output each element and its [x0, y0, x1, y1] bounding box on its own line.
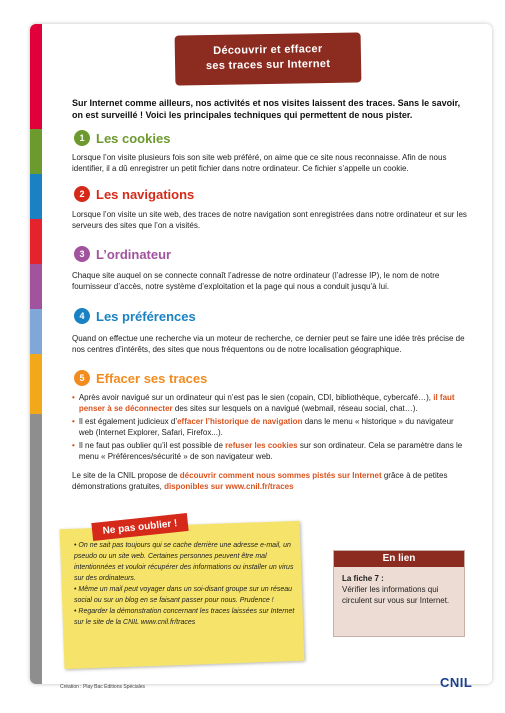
section-ordinateur-title: [74, 246, 171, 262]
color-stripe: [30, 219, 42, 264]
section-number: 4: [74, 308, 90, 324]
cnil-traces-link[interactable]: disponibles sur www.cnil.fr/traces: [164, 482, 294, 491]
intro-text: Sur Internet comme ailleurs, nos activités et nos visites laissent des traces. Sans le savoir, on est surveillé ! Voici les principales techniques qui permettent de nous pister.: [72, 98, 461, 120]
related-text: Vérifier les informations qui circulent sur vous sur Internet.: [342, 585, 450, 605]
section-preferences-text: Quand on effectue une recherche via un moteur de recherche, ce dernier peut se faire une idée très précise de nos centres d’intérêts, des sites que nous fréquentons ou de notre localisation géographique.: [72, 334, 465, 354]
section-navigations-text: Lorsque l’on visite un site web, des traces de notre navigation sont enregistrées dans notre ordinateur et sur les serveurs des sites que l’on a visités.: [72, 210, 467, 230]
title-line-2: ses traces sur Internet: [205, 57, 331, 73]
color-stripe: [30, 414, 42, 684]
section-ordinateur-text: Chaque site auquel on se connecte connaît l’adresse de notre ordinateur (l’adresse IP), le nom de notre fournisseur d’accès, notre système d’exploitation et la page qui nous a conduit jusqu’à lui.: [72, 271, 440, 291]
fiche-number: Fiche n°10: [4, 573, 16, 624]
reminder-tag: Ne pas oublier !: [91, 513, 188, 541]
section-cookies-text: Lorsque l’on visite plusieurs fois son site web préféré, on aime que ce site nous reconnaisse. Afin de nous identifier, il a dû enregistrer un petit fichier dans notre ordinateur. Ce fichier s’appelle un cookie.: [72, 153, 447, 173]
color-stripe: [30, 174, 42, 219]
color-stripe: [30, 264, 42, 309]
reminder-text: [74, 540, 296, 628]
reminder-item: • On ne sait pas toujours qui se cache derrière une adresse e-mail, un pseudo ou un site web. Certaines personnes peuvent être mal intentionnées et vouloir récupérer des informations ou installer un virus sur des ordinateurs.: [74, 542, 294, 582]
color-stripe: [30, 354, 42, 414]
section-heading: L’ordinateur: [96, 246, 172, 262]
cnil-logo: CNIL: [440, 675, 473, 690]
section-heading: Les préférences: [96, 308, 196, 324]
related-box: [333, 550, 465, 637]
title-line-1: Découvrir et effacer: [213, 43, 323, 57]
section-number: 5: [74, 370, 90, 386]
section-number: 1: [74, 130, 90, 146]
credit-text: Création : Play Bac Éditions Spéciales: [60, 684, 146, 690]
section-heading: Les cookies: [96, 130, 171, 146]
bullet-icon: •: [72, 393, 75, 402]
reminder-item: • Regarder la démonstration concernant les traces laissées sur Internet sur le site de la CNIL www.cnil.fr/traces: [74, 608, 295, 626]
section-navigations-title: [74, 186, 194, 202]
section-number: 3: [74, 246, 90, 262]
section-heading: Effacer ses traces: [96, 370, 208, 386]
bullet-icon: •: [72, 441, 75, 450]
bullet-item: • Il ne faut pas oublier qu’il est possible de refuser les cookies sur son ordinateur. Cela se paramètre dans le menu « Préférences/sécurité » de son navigateur web.: [72, 441, 463, 461]
related-body: [334, 567, 464, 606]
section-number: 2: [74, 186, 90, 202]
reminder-item: • Même un mail peut voyager dans un soi-disant groupe sur un réseau social ou sur un blog en se faisant passer pour nous. Prudence !: [74, 586, 293, 604]
related-label[interactable]: La fiche 7 :: [342, 574, 384, 583]
section-cookies-title: [74, 130, 170, 146]
title-banner: [175, 32, 362, 85]
effacer-bullets: [72, 392, 468, 492]
section-heading: Les navigations: [96, 186, 195, 202]
bullet-item: • Il est également judicieux d’effacer l’historique de navigation dans le menu « historique » du navigateur web (Internet Explorer, Safari, Firefox...).: [72, 417, 454, 437]
bullet-item: • Après avoir navigué sur un ordinateur qui n’est pas le sien (copain, CDI, bibliothèque, cybercafé…), il faut penser à se déconnecter des sites sur lesquels on a navigué (webmail, réseau social, chat…).: [72, 393, 455, 413]
color-stripe: [30, 129, 42, 174]
bullet-icon: •: [72, 417, 75, 426]
color-stripe: [30, 24, 42, 129]
section-effacer-title: [74, 370, 207, 386]
related-heading: En lien: [334, 551, 464, 567]
closing-text: Le site de la CNIL propose de découvrir comment nous sommes pistés sur Internet grâce à de petites démonstrations gratuites, disponibles sur www.cnil.fr/traces: [72, 471, 448, 491]
color-stripe: [30, 309, 42, 354]
section-preferences-title: [74, 308, 196, 324]
